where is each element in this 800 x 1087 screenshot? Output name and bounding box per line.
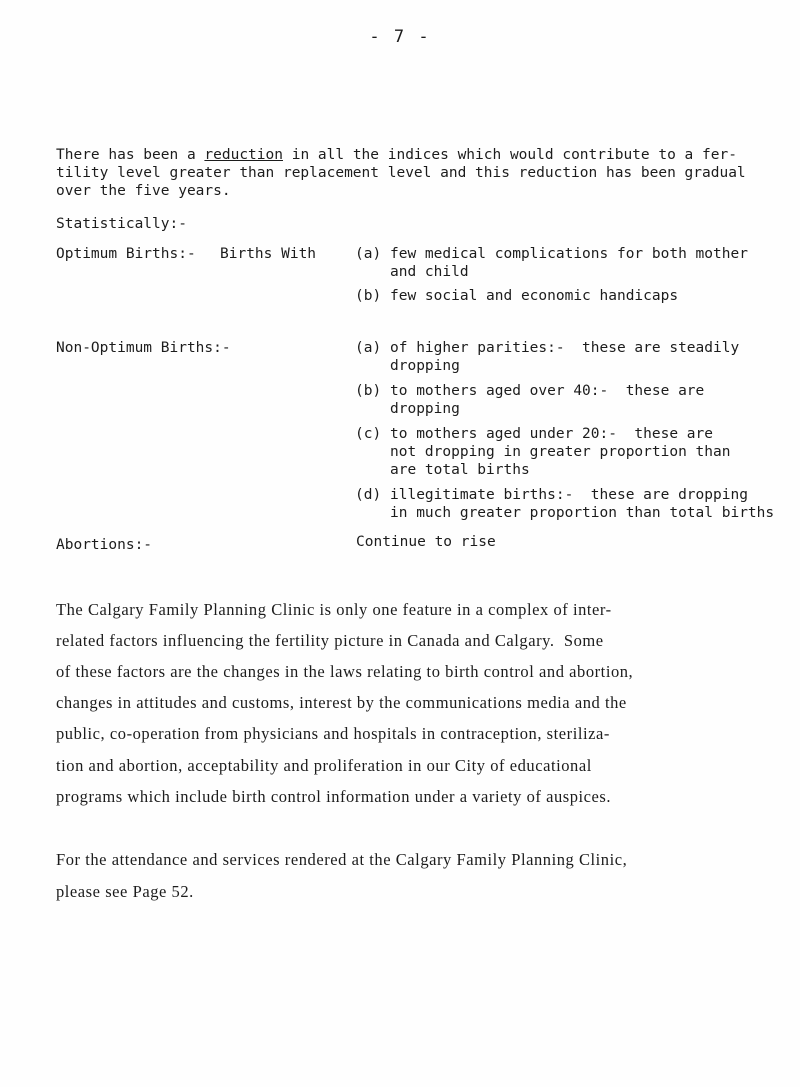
- paragraph-1-line: The Calgary Family Planning Clinic is only one feature in a complex of inter-: [56, 600, 612, 619]
- non-optimum-item-b-line-1: to mothers aged over 40:- these are: [390, 383, 705, 399]
- abortions-label: Abortions:-: [56, 537, 153, 553]
- non-optimum-item-a-line-2: dropping: [390, 358, 460, 374]
- optimum-item-a-line-1: few medical complications for both mother: [390, 246, 748, 262]
- births-with-label: Births With: [220, 246, 317, 262]
- paragraph-1-line: related factors influencing the fertility picture in Canada and Calgary. Some: [56, 631, 604, 650]
- paragraph-2-line: For the attendance and services rendered at the Calgary Family Planning Clinic,: [56, 850, 628, 869]
- paragraph-1-line: tion and abortion, acceptability and proliferation in our City of educational: [56, 756, 592, 775]
- page-number: - 7 -: [369, 27, 431, 47]
- optimum-item-b-line-1: few social and economic handicaps: [390, 288, 679, 304]
- non-optimum-item-c-line-2: not dropping in greater proportion than: [390, 444, 731, 460]
- non-optimum-item-b-line-2: dropping: [390, 401, 460, 417]
- optimum-item-a-marker: (a): [355, 246, 382, 262]
- non-optimum-item-b-marker: (b): [355, 383, 382, 399]
- paragraph-1-line: of these factors are the changes in the laws relating to birth control and abortion,: [56, 662, 634, 681]
- statistically-label: Statistically:-: [56, 216, 187, 232]
- paragraph-2-line: please see Page 52.: [56, 882, 194, 901]
- paragraph-1-line: programs which include birth control information under a variety of auspices.: [56, 787, 612, 806]
- optimum-item-a-line-2: and child: [390, 264, 469, 280]
- non-optimum-item-c-marker: (c): [355, 426, 382, 442]
- optimum-births-label: Optimum Births:-: [56, 246, 196, 262]
- non-optimum-item-c-line-3: are total births: [390, 462, 530, 478]
- non-optimum-item-d-marker: (d): [355, 487, 382, 503]
- paragraph-1-line: changes in attitudes and customs, interest by the communications media and the: [56, 693, 627, 712]
- abortions-text: Continue to rise: [356, 534, 496, 550]
- intro-line-2: tility level greater than replacement level and this reduction has been gradual: [56, 165, 746, 181]
- non-optimum-item-a-marker: (a): [355, 340, 382, 356]
- non-optimum-item-a-line-1: of higher parities:- these are steadily: [390, 340, 740, 356]
- intro-line-3: over the five years.: [56, 183, 231, 199]
- optimum-item-b-marker: (b): [355, 288, 382, 304]
- intro-line-1: [56, 146, 737, 164]
- paragraph-1-line: public, co-operation from physicians and hospitals in contraception, steriliza-: [56, 724, 610, 743]
- non-optimum-item-d-line-1: illegitimate births:- these are dropping: [390, 487, 748, 503]
- non-optimum-item-d-line-2: in much greater proportion than total births: [390, 505, 775, 521]
- intro-line-1-end: in all the indices which would contribute to a fer-: [282, 147, 737, 163]
- non-optimum-item-c-line-1: to mothers aged under 20:- these are: [390, 426, 714, 442]
- non-optimum-births-label: Non-Optimum Births:-: [56, 340, 231, 356]
- intro-underlined-word: reduction: [204, 147, 283, 163]
- intro-line-1-start: There has been a: [56, 147, 205, 163]
